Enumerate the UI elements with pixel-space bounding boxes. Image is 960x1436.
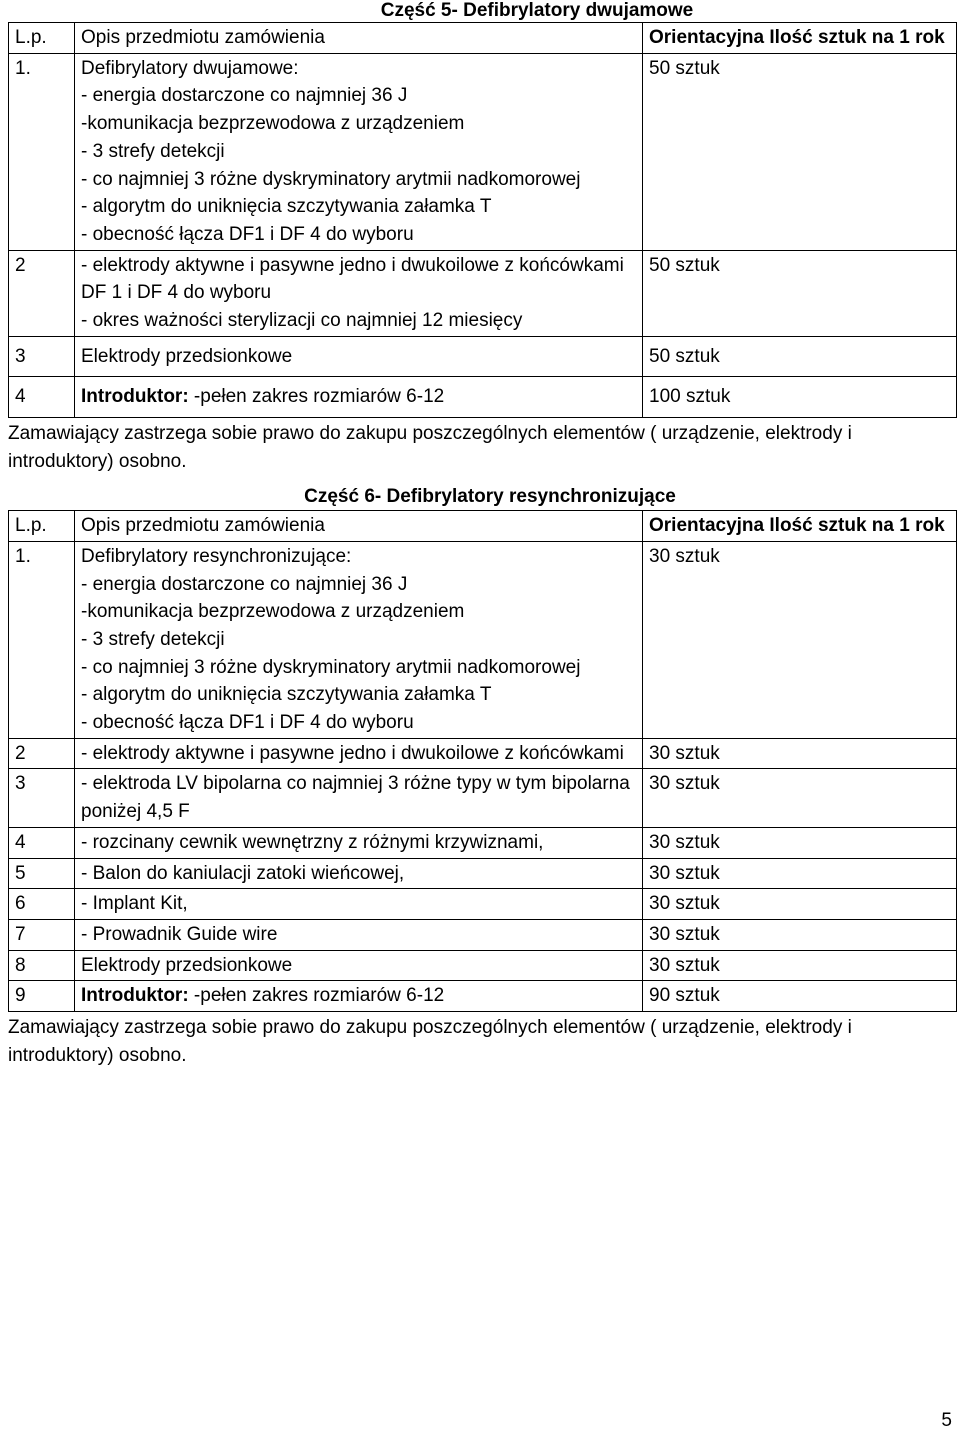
row-qty: 90 sztuk bbox=[643, 981, 957, 1012]
row-line: - algorytm do uniknięcia szczytywania załamka T bbox=[81, 684, 492, 706]
row-lp: 8 bbox=[9, 950, 75, 981]
table-row bbox=[9, 541, 957, 738]
part6-table bbox=[8, 510, 957, 1012]
row-line: - energia dostarczone co najmniej 36 J bbox=[81, 573, 408, 595]
table-row bbox=[9, 250, 957, 336]
row-qty: 30 sztuk bbox=[643, 769, 957, 827]
row-line: - algorytm do uniknięcia szczytywania załamka T bbox=[81, 196, 492, 218]
header-lp: L.p. bbox=[9, 23, 75, 54]
row-desc bbox=[75, 541, 643, 738]
row-line: - elektrody aktywne i pasywne jedno i dwukoilowe z końcówkami DF 1 i DF 4 do wyboru bbox=[81, 254, 624, 304]
page-number: 5 bbox=[941, 1410, 952, 1431]
row-lp: 2 bbox=[9, 250, 75, 336]
table-row bbox=[9, 336, 957, 377]
row-line: - co najmniej 3 różne dyskryminatory arytmii nadkomorowej bbox=[81, 656, 581, 678]
row-text: -pełen zakres rozmiarów 6-12 bbox=[188, 985, 445, 1007]
row-line: - 3 strefy detekcji bbox=[81, 140, 225, 162]
row-desc: - Balon do kaniulacji zatoki wieńcowej, bbox=[75, 858, 643, 889]
table-row bbox=[9, 53, 957, 250]
row-qty: 50 sztuk bbox=[643, 53, 957, 250]
row-desc bbox=[75, 250, 643, 336]
table-row bbox=[9, 377, 957, 418]
row-line: -komunikacja bezprzewodowa z urządzeniem bbox=[81, 601, 465, 623]
row-desc bbox=[75, 981, 643, 1012]
table-row bbox=[9, 919, 957, 950]
row-qty: 50 sztuk bbox=[643, 336, 957, 377]
header-desc: Opis przedmiotu zamówienia bbox=[75, 23, 643, 54]
row-lp: 9 bbox=[9, 981, 75, 1012]
row-qty: 30 sztuk bbox=[643, 827, 957, 858]
row-lp: 3 bbox=[9, 769, 75, 827]
row-qty: 30 sztuk bbox=[643, 738, 957, 769]
table-row bbox=[9, 827, 957, 858]
part6-title: Część 6- Defibrylatory resynchronizujące bbox=[304, 486, 676, 508]
table-header-row bbox=[9, 23, 957, 54]
table-row bbox=[9, 950, 957, 981]
part5-title: Część 5- Defibrylatory dwujamowe bbox=[380, 0, 694, 21]
row-line: - co najmniej 3 różne dyskryminatory arytmii nadkomorowej bbox=[81, 168, 581, 190]
row-desc: Elektrody przedsionkowe bbox=[75, 336, 643, 377]
row-qty: 30 sztuk bbox=[643, 950, 957, 981]
row-line: - obecność łącza DF1 i DF 4 do wyboru bbox=[81, 223, 414, 245]
row-lp: 4 bbox=[9, 827, 75, 858]
row-lp: 5 bbox=[9, 858, 75, 889]
part5-note: Zamawiający zastrzega sobie prawo do zakupu poszczególnych elementów ( urządzenie, elektrody i introduktory) osobno. bbox=[8, 423, 852, 473]
row-qty: 30 sztuk bbox=[643, 889, 957, 920]
part5-table bbox=[8, 22, 957, 418]
table-row bbox=[9, 769, 957, 827]
part6-note: Zamawiający zastrzega sobie prawo do zakupu poszczególnych elementów ( urządzenie, elektrody i introduktory) osobno. bbox=[8, 1017, 852, 1067]
row-lp: 4 bbox=[9, 377, 75, 418]
row-line: - energia dostarczone co najmniej 36 J bbox=[81, 85, 408, 107]
row-desc: - elektroda LV bipolarna co najmniej 3 różne typy w tym bipolarna poniżej 4,5 F bbox=[75, 769, 643, 827]
row-lp: 2 bbox=[9, 738, 75, 769]
row-lead: Defibrylatory resynchronizujące: bbox=[81, 545, 352, 567]
row-lp: 6 bbox=[9, 889, 75, 920]
document-page bbox=[8, 0, 956, 1070]
row-bold-label: Introduktor: bbox=[81, 985, 189, 1007]
row-desc: - rozcinany cewnik wewnętrzny z różnymi krzywiznami, bbox=[75, 827, 643, 858]
table-row bbox=[9, 889, 957, 920]
row-qty: 30 sztuk bbox=[643, 541, 957, 738]
row-desc bbox=[75, 53, 643, 250]
row-line: - obecność łącza DF1 i DF 4 do wyboru bbox=[81, 712, 414, 734]
row-qty: 30 sztuk bbox=[643, 919, 957, 950]
row-text: -pełen zakres rozmiarów 6-12 bbox=[188, 386, 445, 408]
row-lp: 3 bbox=[9, 336, 75, 377]
row-desc: - Implant Kit, bbox=[75, 889, 643, 920]
row-qty: 30 sztuk bbox=[643, 858, 957, 889]
row-qty: 100 sztuk bbox=[643, 377, 957, 418]
table-row bbox=[9, 738, 957, 769]
row-desc: - elektrody aktywne i pasywne jedno i dwukoilowe z końcówkami bbox=[75, 738, 643, 769]
row-lead: Defibrylatory dwujamowe: bbox=[81, 57, 299, 79]
row-line: - 3 strefy detekcji bbox=[81, 628, 225, 650]
row-desc: Elektrody przedsionkowe bbox=[75, 950, 643, 981]
header-lp: L.p. bbox=[9, 511, 75, 542]
header-qty: Orientacyjna Ilość sztuk na 1 rok bbox=[643, 511, 957, 542]
row-lp: 1. bbox=[9, 541, 75, 738]
table-header-row bbox=[9, 511, 957, 542]
header-qty: Orientacyjna Ilość sztuk na 1 rok bbox=[643, 23, 957, 54]
row-bold-label: Introduktor: bbox=[81, 386, 189, 408]
row-desc: - Prowadnik Guide wire bbox=[75, 919, 643, 950]
row-line: - okres ważności sterylizacji co najmniej 12 miesięcy bbox=[81, 310, 523, 332]
table-row bbox=[9, 981, 957, 1012]
header-desc: Opis przedmiotu zamówienia bbox=[75, 511, 643, 542]
row-desc bbox=[75, 377, 643, 418]
row-lp: 1. bbox=[9, 53, 75, 250]
table-row bbox=[9, 858, 957, 889]
row-line: -komunikacja bezprzewodowa z urządzeniem bbox=[81, 113, 465, 135]
row-qty: 50 sztuk bbox=[643, 250, 957, 336]
row-lp: 7 bbox=[9, 919, 75, 950]
